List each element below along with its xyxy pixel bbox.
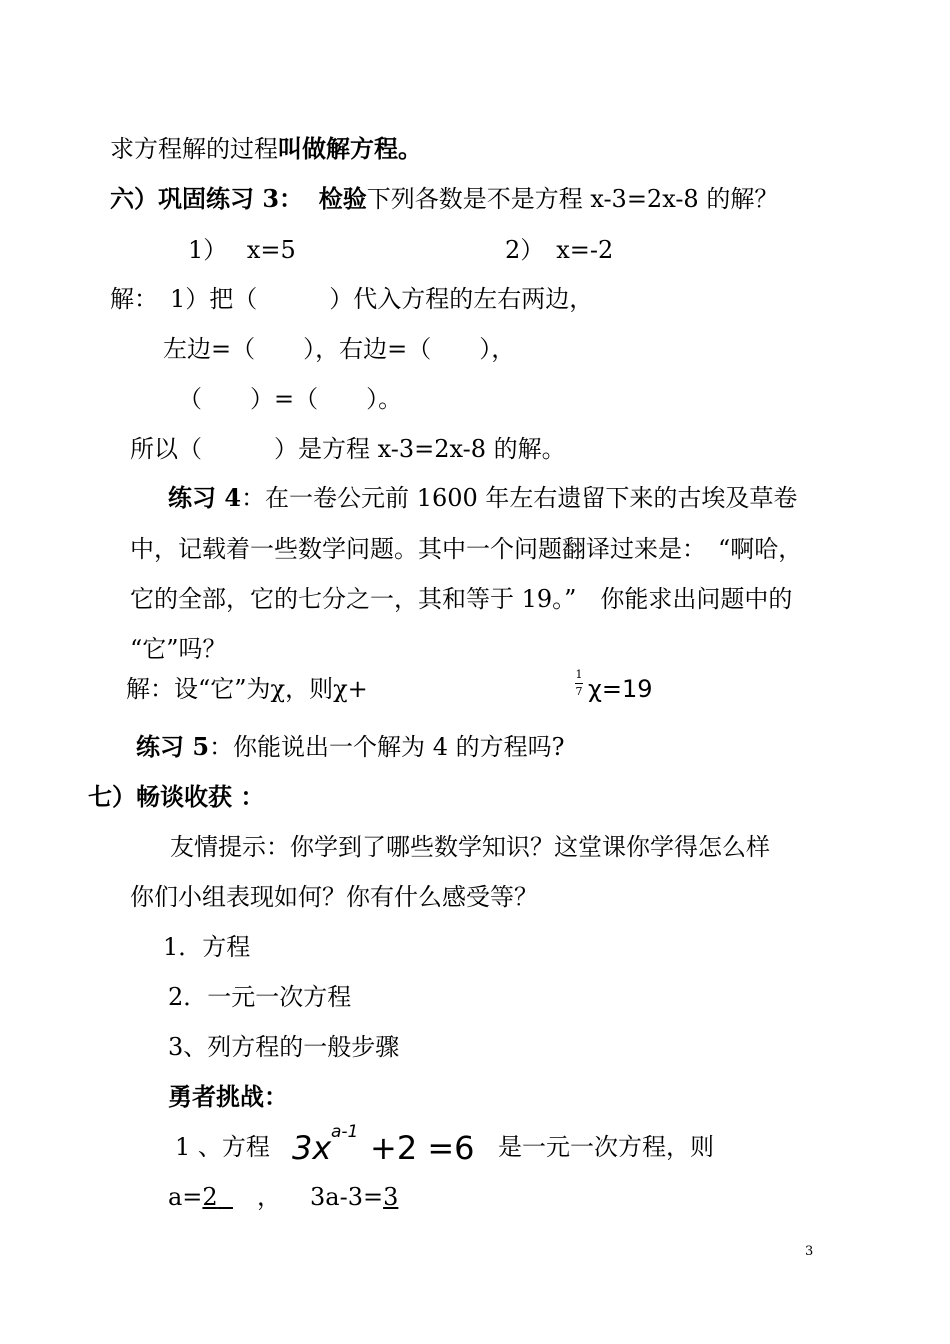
exercise-label: 练习 4: [168, 483, 242, 512]
answer-label: a=: [168, 1183, 203, 1211]
answer-value: 3: [383, 1183, 399, 1211]
page-number: 3: [805, 1244, 814, 1259]
line-text: ：你能说出一个解为 4 的方程吗?: [209, 733, 565, 761]
answer-line: [310, 1181, 398, 1213]
fraction-numerator: 1: [575, 668, 583, 681]
text-line: 友情提示：你学到了哪些数学知识？这堂课你学得怎么样: [170, 833, 770, 861]
section-heading-6: [110, 183, 778, 215]
exercise-4: [168, 482, 797, 514]
exercise-5: [136, 731, 564, 763]
challenge-question-tail: 是一元一次方程，则: [498, 1133, 714, 1161]
solution-line: 解： 1）把（ ）代入方程的左右两边，: [110, 285, 594, 313]
list-item: 3、列方程的一般步骤: [168, 1033, 400, 1061]
line-text: 求方程解的过程: [110, 135, 278, 163]
list-item: 1．方程: [163, 933, 251, 961]
text-line: [110, 133, 422, 165]
bold-term: 检验: [318, 184, 367, 213]
answer-line: [168, 1181, 281, 1213]
answer-value: 2: [202, 1183, 218, 1211]
solution-line: 左边=（ ），右边=（ ），: [163, 335, 516, 363]
list-item: 2．一元一次方程: [168, 983, 352, 1011]
solution-line: 解：设“它”为χ，则χ+: [126, 675, 368, 703]
separator: ，: [232, 1183, 281, 1211]
bold-term: 叫做解方程。: [278, 134, 422, 163]
text-line: 你们小组表现如何？你有什么感受等？: [130, 883, 538, 911]
exercise-label: 练习 5: [136, 732, 210, 761]
fraction-bar: [575, 683, 583, 684]
line-text: 下列各数是不是方程 x-3=2x-8 的解？: [366, 185, 779, 213]
equation-base: 3x: [292, 1129, 332, 1167]
fraction-denominator: 7: [575, 685, 583, 698]
equation-exponent: a-1: [331, 1122, 359, 1142]
option-2: 2） x=-2: [505, 236, 614, 264]
equation-tail: χ=19: [588, 675, 653, 703]
challenge-question: 1 、方程: [175, 1133, 270, 1161]
text-line: “它”吗？: [130, 635, 227, 663]
heading-label: 六）巩固练习 3：: [110, 184, 304, 213]
section-heading-7: 七）畅谈收获 ：: [88, 782, 265, 811]
solution-line: （ ）=（ ）。: [178, 385, 403, 413]
challenge-heading: 勇者挑战：: [168, 1082, 288, 1111]
equation-rest: +2 =6: [370, 1129, 475, 1167]
answer-label: 3a-3=: [310, 1183, 384, 1211]
text-line: 它的全部，它的七分之一，其和等于 19。” 你能求出问题中的: [130, 585, 793, 613]
option-1: 1） x=5: [188, 236, 296, 264]
line-text: ：在一卷公元前 1600 年左右遗留下来的古埃及草卷: [241, 484, 798, 512]
text-line: 中，记载着一些数学问题。其中一个问题翻译过来是： “啊哈，: [130, 535, 803, 563]
solution-line: 所以（ ）是方程 x-3=2x-8 的解。: [130, 435, 566, 463]
